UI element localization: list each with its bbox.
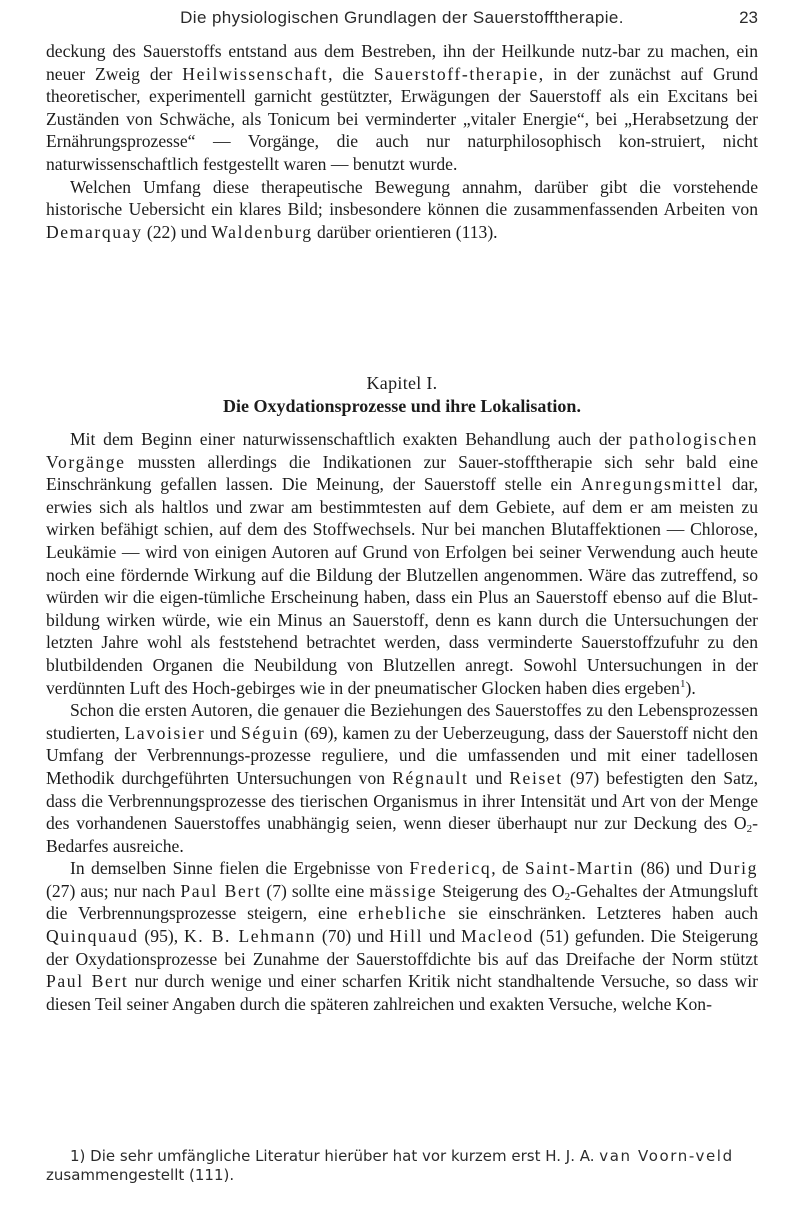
text-run: sie einschränken. Letzteres haben auch	[447, 903, 758, 924]
text-run: (7) sollte eine	[261, 880, 370, 901]
emphasis-term: mässige	[369, 880, 438, 901]
text-run: und	[423, 926, 462, 947]
body-paragraph-3	[46, 857, 758, 1015]
author-name: Quinquaud	[46, 926, 139, 947]
footnote-marker: 1	[679, 677, 686, 690]
text-run: (86) und	[634, 858, 709, 879]
subscript: 2	[746, 823, 753, 836]
footnote	[46, 1147, 758, 1185]
author-name: Durig	[708, 858, 758, 879]
text-run: (22) und	[142, 221, 212, 242]
text-run: Schon die ersten Autoren, die genauer die Beziehungen des Sauerstoffes zu den Lebensprozessen studierten,	[46, 700, 758, 743]
text-run: deckung des Sauerstoffs entstand aus dem Bestreben, ihn der Heilkunde nutz-bar zu machen, ein neuer Zweig der	[46, 41, 758, 84]
author-name: van Voorn-veld	[599, 1147, 734, 1165]
author-name: K. B. Lehmann	[183, 926, 317, 947]
text-run: ).	[685, 677, 696, 698]
text-run: -Gehaltes der Atmungsluft die Verbrennungsprozesse steigern, eine	[46, 880, 758, 924]
text-run: (27) aus; nur nach	[46, 880, 181, 901]
emphasis-term: Anregungsmittel	[580, 474, 724, 495]
emphasis-term: Sauerstoff-therapie	[373, 63, 539, 84]
body-paragraph-2	[46, 699, 758, 857]
text-run: (69), kamen zu der Ueberzeugung, dass der Sauerstoff nicht den Umfang der Verbrennungs-prozesse reguliere, und die umfassenden und mit einer tadellosen Methodik durchgeführten Untersuchungen von	[46, 722, 758, 788]
text-run: (51) gefunden. Die Steigerung der Oxydationsprozesse bei Zunahme der Sauerstoffdichte bis auf das Dreifache der Norm stützt	[46, 926, 758, 969]
author-name: Fredericq	[409, 858, 492, 879]
text-run: Steigerung des O	[437, 880, 565, 901]
author-name: Lavoisier	[124, 722, 206, 743]
author-name: Paul Bert	[180, 880, 262, 901]
text-run: -Bedarfes ausreiche.	[46, 813, 758, 856]
author-name: Paul Bert	[46, 971, 129, 992]
page-number: 23	[739, 8, 758, 27]
text-run: In demselben Sinne fielen die Ergebnisse von	[70, 858, 410, 879]
author-name: Waldenburg	[211, 221, 313, 242]
subscript: 2	[564, 890, 571, 903]
text-run: dar, erwies sich als haltlos und zwar am bestimmtesten auf dem Gebiete, auf dem er am meisten zu wirken befähigt schien, auf dem des Stoffwechsels. Nur bei manchen Blutaffektionen — Chlorose, Leukämie — wird von einigen Autoren auf Grund von Erfolgen bei seiner Verwendung auch heute noch eine fördernde Wirkung auf die Bildung der Blutzellen angenommen. Wäre das zutreffend, so würden wir die eigen-tümliche Erscheinung haben, dass ein Plus an Sauerstoff ebenso auf die Blut-bildung wirken würde, wie ein Minus an Sauerstoff, denn es kann durch die Untersuchungen der letzten Jahre wohl als feststehend betrachtet werden, dass verminderte Sauerstoffzufuhr zu den blutbildenden Organen die Neubildung von Blutzellen anregt. Sowohl Untersuchungen in der verdünnten Luft des Hoch-gebirges wie in der pneumatischer Glocken haben dies ergeben	[46, 474, 758, 698]
text-run: , die	[328, 63, 374, 84]
emphasis-term: Heilwissenschaft	[182, 63, 329, 84]
author-name: Hill	[389, 926, 424, 947]
text-run: (70) und	[316, 926, 390, 947]
author-name: Reiset	[509, 767, 563, 788]
text-run: Welchen Umfang diese therapeutische Bewegung annahm, darüber gibt die vorstehende historische Uebersicht ein klares Bild; insbesondere können die zusammenfassenden Arbeiten von	[46, 176, 758, 220]
chapter-label: Kapitel I.	[366, 373, 438, 393]
text-run: darüber orientieren (113).	[312, 221, 498, 242]
running-head	[46, 8, 758, 34]
author-name: Séguin	[240, 722, 300, 743]
text-run: , de	[491, 858, 525, 879]
chapter-heading	[46, 372, 758, 417]
author-name: Saint-Martin	[524, 858, 635, 879]
text-run: Mit dem Beginn einer naturwissenschaftlich exakten Behandlung auch der	[70, 429, 630, 449]
footnote-number: 1)	[70, 1147, 86, 1165]
author-name: Régnault	[392, 767, 469, 788]
author-name: Demarquay	[46, 221, 143, 242]
author-name: Macleod	[461, 926, 534, 947]
text-run: , in der zunächst auf Grund theoretischer, experimentell garnicht gestützter, Erwägungen der Sauerstoff als ein Excitans bei Zuständen von Schwäche, als Tonicum bei verminderter „vitaler Energie“, bei „Herabsetzung der Ernährungsprozesse“ — Vorgänge, die auch nur naturphilosophisch kon-struiert, nicht naturwissenschaftlich festgestellt waren — benutzt wurde.	[46, 63, 758, 174]
text-run: und	[468, 767, 510, 788]
text-run: (97) befestigten den Satz, dass die Verbrennungsprozesse des tierischen Organismus in ihrer Intensität und Art von der Menge des vorhandenen Sauerstoffes unabhängig seien, wenn dieser überhaupt nur zur Deckung des O	[46, 767, 758, 834]
text-run: Die sehr umfängliche Literatur hierüber hat vor kurzem erst H. J. A.	[85, 1147, 600, 1165]
text-run: nur durch wenige und einer scharfen Kritik nicht standhaltende Versuche, so dass wir diesen Teil seiner Angaben durch die späteren zahlreichen und exakten Versuche, welche Kon-	[46, 971, 758, 1014]
text-run: mussten allerdings die Indikationen zur Sauer-stofftherapie sich sehr bald eine Einschränkung gefallen lassen. Die Meinung, der Sauerstoff stelle ein	[46, 451, 758, 495]
emphasis-term: erhebliche	[358, 903, 448, 924]
intro-paragraph-1	[46, 40, 758, 176]
text-run: (95),	[138, 926, 184, 947]
intro-paragraph-2	[46, 176, 758, 244]
chapter-body	[46, 428, 758, 1015]
running-head-title: Die physiologischen Grundlagen der Sauerstofftherapie.	[180, 8, 624, 27]
emphasis-term: pathologischen Vorgänge	[46, 429, 758, 472]
chapter-title: Die Oxydationsprozesse und ihre Lokalisation.	[223, 395, 581, 416]
text-run: und	[205, 722, 241, 743]
text-run: zusammengestellt (111).	[46, 1166, 235, 1184]
body-paragraph-1	[46, 428, 758, 699]
intro-paragraph	[46, 40, 758, 243]
